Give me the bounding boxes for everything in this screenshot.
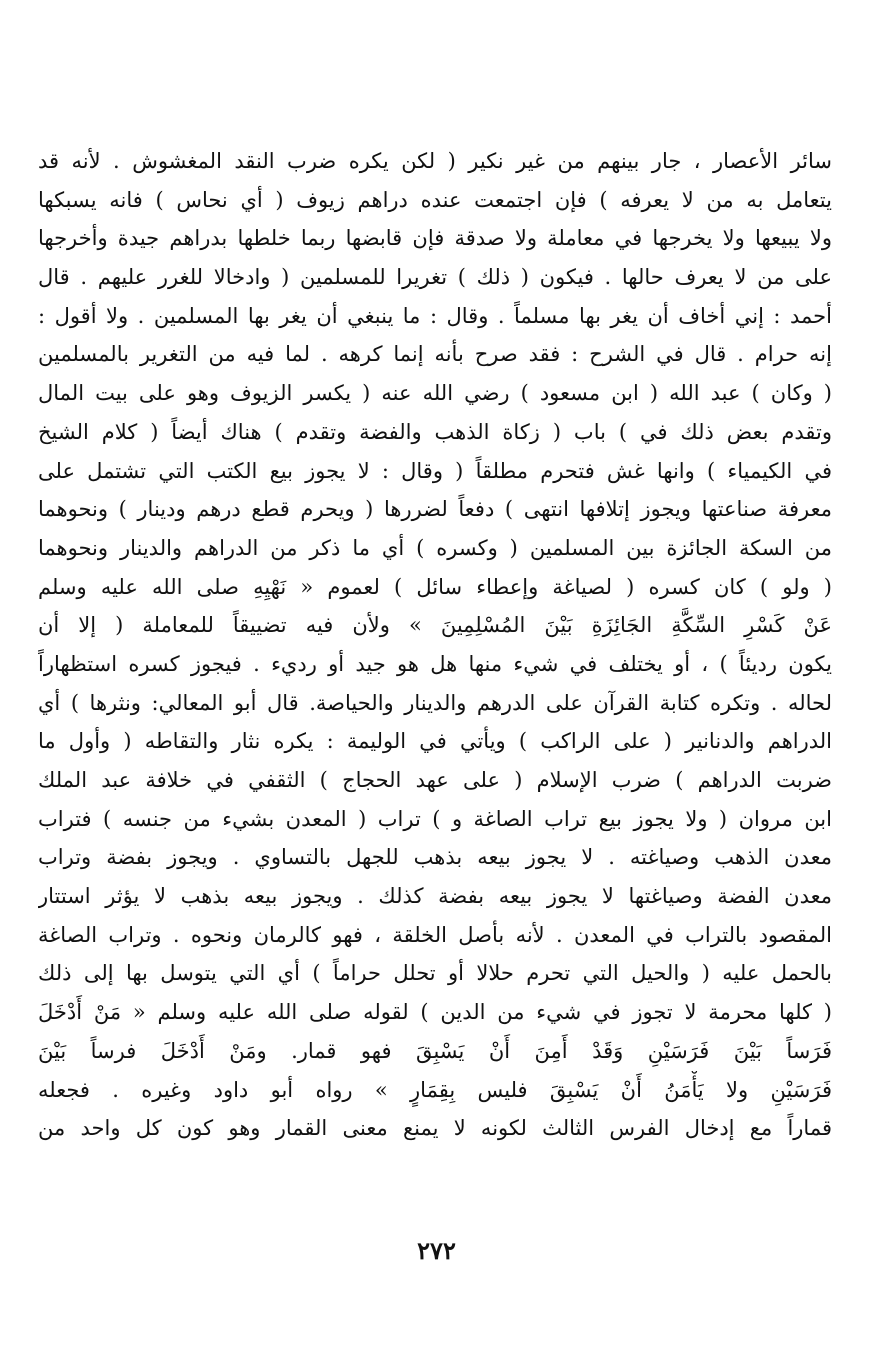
- text-line: أحمد : إني أخاف أن يغر بها مسلماً . وقال : ما ينبغي أن يغر بها المسلمين . ولا أقول :: [38, 303, 832, 328]
- text-line: قماراً مع إدخال الفرس الثالث لكونه لا يمنع معنى القمار وهو كون كل واحد من: [38, 1116, 832, 1141]
- text-line: فَرَسَيْنِ ولا يَأْمَنُ أَنْ يَسْبِقَ فليس بِقِمَارٍ » رواه أبو داود وغيره . فجعله: [38, 1077, 832, 1102]
- text-line: معدن الفضة وصياغتها لا يجوز بيعه بفضة كذلك . ويجوز بيعه بذهب لا يؤثر استتار: [38, 884, 832, 909]
- text-line: في الكيمياء ) وانها غش فتحرم مطلقاً ( وقال : لا يجوز بيع الكتب التي تشتمل على: [38, 458, 832, 483]
- text-line: سائر الأعصار ، جار بينهم من غير نكير ( لكن يكره ضرب النقد المغشوش . لأنه قد: [38, 149, 832, 173]
- text-line: المقصود بالتراب في المعدن . لأنه بأصل الخلقة ، فهو كالرمان ونحوه . وتراب الصاغة: [38, 922, 832, 947]
- text-line: ولا يبيعها ولا يخرجها في معاملة ولا صدقة فإن قابضها ربما خلطها بدراهم جيدة وأخرجها: [38, 226, 832, 251]
- text-line: الدراهم والدنانير ( على الراكب ) ويأتي في الوليمة : يكره نثار والتقاطه ( وأول ما: [38, 729, 832, 754]
- text-line: يتعامل به من لا يعرفه ) فإن اجتمعت عنده دراهم زيوف ( أي نحاس ) فانه يسبكها: [38, 187, 832, 212]
- text-line: ( وكان ) عبد الله ( ابن مسعود ) رضي الله عنه ( يكسر الزيوف وهو على بيت المال: [38, 381, 832, 406]
- text-line: بالحمل عليه ( والحيل التي تحرم حلالا أو تحلل حراماً ) أي التي يتوسل بها إلى ذلك: [38, 961, 832, 986]
- text-line: وتقدم بعض ذلك في ) باب ( زكاة الذهب والفضة وتقدم ) هناك أيضاً ( كلام الشيخ: [38, 419, 832, 444]
- body-text: [38, 142, 832, 1148]
- text-line: من السكة الجائزة بين المسلمين ( وكسره ) أي ما ذكر من الدراهم والدينار ونحوهما: [38, 535, 832, 560]
- text-line: لحاله . وتكره كتابة القرآن على الدرهم والدينار والحياصة. قال أبو المعالي: ونثرها ) أي: [38, 690, 832, 715]
- text-line: إنه حرام . قال في الشرح : فقد صرح بأنه إنما كرهه . لما فيه من التغرير بالمسلمين: [38, 342, 832, 367]
- page-number: ٢٧٢: [417, 1236, 456, 1265]
- text-line: على من لا يعرف حالها . فيكون ( ذلك ) تغريرا للمسلمين ( وادخالا للغرر عليهم . قال: [38, 265, 832, 290]
- text-line: معدن الذهب وصياغته . لا يجوز بيعه بذهب للجهل بالتساوي . ويجوز بفضة وتراب: [38, 845, 832, 870]
- text-line: معرفة صناعتها ويجوز إتلافها انتهى ) دفعاً لضررها ( ويحرم قطع درهم ودينار ) ونحوهما: [38, 497, 832, 522]
- text-line: ابن مروان ( ولا يجوز بيع تراب الصاغة و ) تراب ( المعدن بشيء من جنسه ) فتراب: [38, 806, 832, 831]
- text-line: ضربت الدراهم ) ضرب الإسلام ( على عهد الحجاج ) الثقفي في خلافة عبد الملك: [38, 768, 832, 792]
- text-line: فَرَساً بَيْنَ فَرَسَيْنِ وَقَدْ أَمِنَ أَنْ يَسْبِقَ فهو قمار. ومَنْ أَدْخَلَ فرساً بَيْنَ: [38, 1038, 832, 1063]
- text-line: ( ولو ) كان كسره ( لصياغة وإعطاء سائل ) لعموم « نَهْيِهِ صلى الله عليه وسلم: [38, 574, 832, 599]
- text-line: ( كلها محرمة لا تجوز في شيء من الدين ) لقوله صلى الله عليه وسلم « مَنْ أَدْخَلَ: [38, 1000, 832, 1025]
- text-line: يكون رديئاً ) ، أو يختلف في شيء منها هل هو جيد أو رديء . فيجوز كسره استظهاراً: [38, 651, 832, 676]
- text-line: عَنْ كَسْرِ السِّكَّةِ الجَائِزَةِ بَيْنَ المُسْلِمِينَ » ولأن فيه تضييقاً للمعاملة ( إلا أن: [38, 613, 832, 638]
